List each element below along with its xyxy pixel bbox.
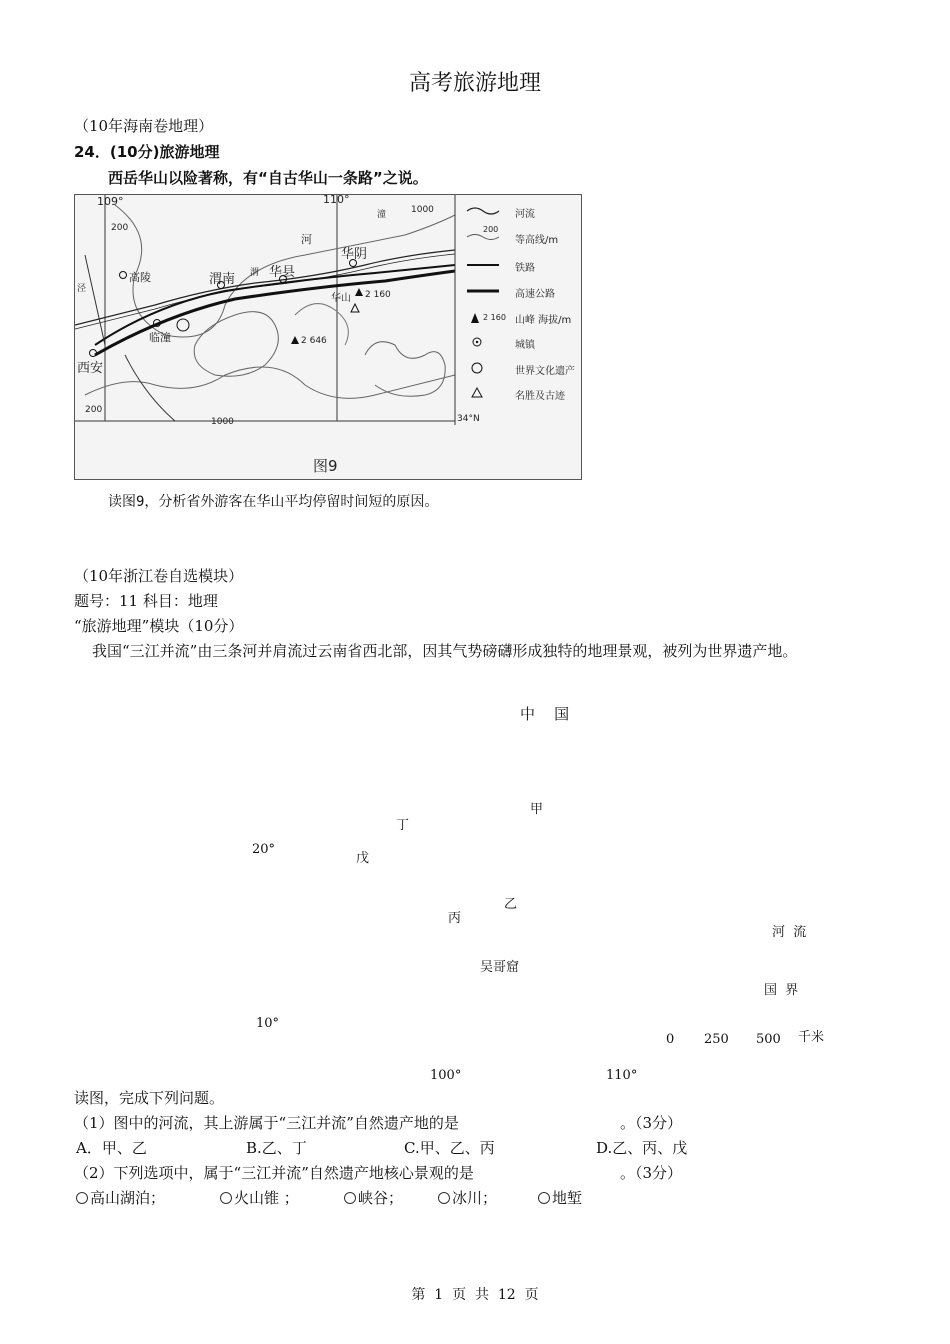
heritage-icon [472, 363, 482, 373]
place-tong-char: 潼 [377, 210, 387, 220]
q2-source: （10年浙江卷自选模块） [74, 567, 244, 585]
contour-1000-label: 1000 [411, 205, 434, 215]
river-icon [467, 208, 499, 214]
option-a[interactable]: A．甲、乙 [76, 1139, 147, 1157]
scenic-icon [472, 388, 482, 397]
river-wei-char: 渭 [250, 268, 260, 278]
q1-question: 读图9，分析省外游客在华山平均停留时间短的原因。 [108, 494, 439, 510]
option-d[interactable]: D.乙、丙、戊 [596, 1139, 688, 1157]
lon-110-label: 110° [606, 1068, 638, 1083]
q2-sub2-end: 。（3分） [620, 1164, 683, 1182]
contour-200-label-2: 200 [85, 405, 103, 415]
scale-unit: 千米 [798, 1030, 825, 1045]
legend-heritage: 世界文化遗产 [515, 366, 575, 377]
legend-railway: 铁路 [515, 263, 535, 274]
river-he-char: 河 [301, 233, 312, 246]
q2-sub1-end: 。（3分） [620, 1114, 683, 1132]
contour-200-label: 200 [111, 223, 129, 233]
scale-500: 500 [756, 1032, 781, 1047]
page-footer: 第 1 页 共 12 页 [411, 1287, 539, 1303]
scale-250: 250 [704, 1032, 729, 1047]
figure-9-map [74, 194, 582, 480]
lat-20-label: 20° [252, 842, 276, 857]
contour-1000-label-2: 1000 [211, 417, 234, 427]
map-country-label: 中 国 [520, 705, 570, 723]
q2-sub1-stem: （1）图中的河流，其上游属于“三江并流”自然遗产地的是 [74, 1114, 459, 1132]
town-xian: 西安 [77, 361, 104, 376]
river-wu: 戊 [356, 851, 370, 866]
q1-source: （10年海南卷地理） [74, 117, 214, 135]
figure-9-caption: 图9 [313, 457, 338, 475]
q2-meta: 题号：11 科目：地理 [74, 592, 218, 610]
lat-34-label: 34°N [457, 414, 480, 424]
legend-border-label: 国 界 [764, 983, 799, 998]
option-c[interactable]: C.甲、乙、丙 [404, 1139, 495, 1157]
page-title: 高考旅游地理 [408, 71, 541, 96]
town-weinan: 渭南 [209, 272, 236, 287]
q1-header: 24．(10分)旅游地理 [74, 143, 220, 161]
legend-peak-value: 2 160 [483, 313, 506, 322]
legend-contour: 等高线/m [515, 235, 559, 246]
contour-icon [467, 235, 499, 240]
scale-0: 0 [666, 1032, 675, 1047]
option-b[interactable]: B.乙、丁 [246, 1139, 307, 1157]
choice-marker-icon [344, 1192, 356, 1204]
legend-river-label: 河 流 [772, 925, 807, 940]
q2-sub2-stem: （2）下列选项中，属于“三江并流”自然遗产地核心景观的是 [74, 1164, 474, 1182]
choice-marker-icon [220, 1192, 232, 1204]
choice-marker-icon [76, 1192, 88, 1204]
choice-5[interactable]: 地堑 [538, 1188, 582, 1208]
choice-1[interactable]: 高山湖泊； [76, 1188, 165, 1208]
legend-river: 河流 [515, 209, 535, 220]
legend-contour-value: 200 [483, 225, 499, 234]
peak-huashan-label: 华山 [331, 293, 351, 304]
choice-marker-icon [438, 1192, 450, 1204]
q1-intro: 西岳华山以险著称，有“自古华山一条路”之说。 [108, 169, 428, 187]
river-jia: 甲 [530, 802, 544, 817]
lat-10-label: 10° [256, 1016, 280, 1031]
town-huaxian: 华县 [269, 265, 296, 280]
legend-town: 城镇 [515, 340, 535, 351]
river-jing-char: 泾 [77, 284, 87, 294]
peak-2646-value: 2 646 [301, 336, 327, 346]
q2-intro: 我国“三江并流”由三条河并肩流过云南省西北部，因其气势磅礴形成独特的地理景观，被列为世界遗产地。 [92, 642, 798, 660]
river-bing: 丙 [448, 911, 462, 926]
river-yi: 乙 [504, 897, 518, 912]
lon-100-label: 100° [430, 1068, 462, 1083]
legend-peak: 山峰 海拔/m [515, 315, 572, 326]
peak-icon [471, 313, 479, 323]
river-ding: 丁 [396, 818, 410, 833]
legend-scenic: 名胜及古迹 [515, 391, 565, 402]
choice-2[interactable]: 火山锥 ； [220, 1188, 299, 1208]
place-angkor: 吴哥窟 [480, 960, 520, 975]
lon-109-label: 109° [97, 195, 124, 208]
choice-4[interactable]: 冰川； [438, 1188, 497, 1208]
lon-110-label: 110° [323, 193, 350, 206]
q2-module: “旅游地理”模块（10分） [74, 617, 244, 635]
choice-3[interactable]: 峡谷； [344, 1188, 403, 1208]
choice-marker-icon [538, 1192, 550, 1204]
peak-2160-value: 2 160 [365, 290, 391, 300]
q2-read: 读图，完成下列问题。 [74, 1089, 225, 1107]
legend-highway: 高速公路 [515, 289, 555, 300]
town-lintong: 临潼 [149, 331, 171, 344]
town-gaoling: 高陵 [129, 271, 151, 284]
town-huayin: 华阴 [341, 247, 368, 262]
